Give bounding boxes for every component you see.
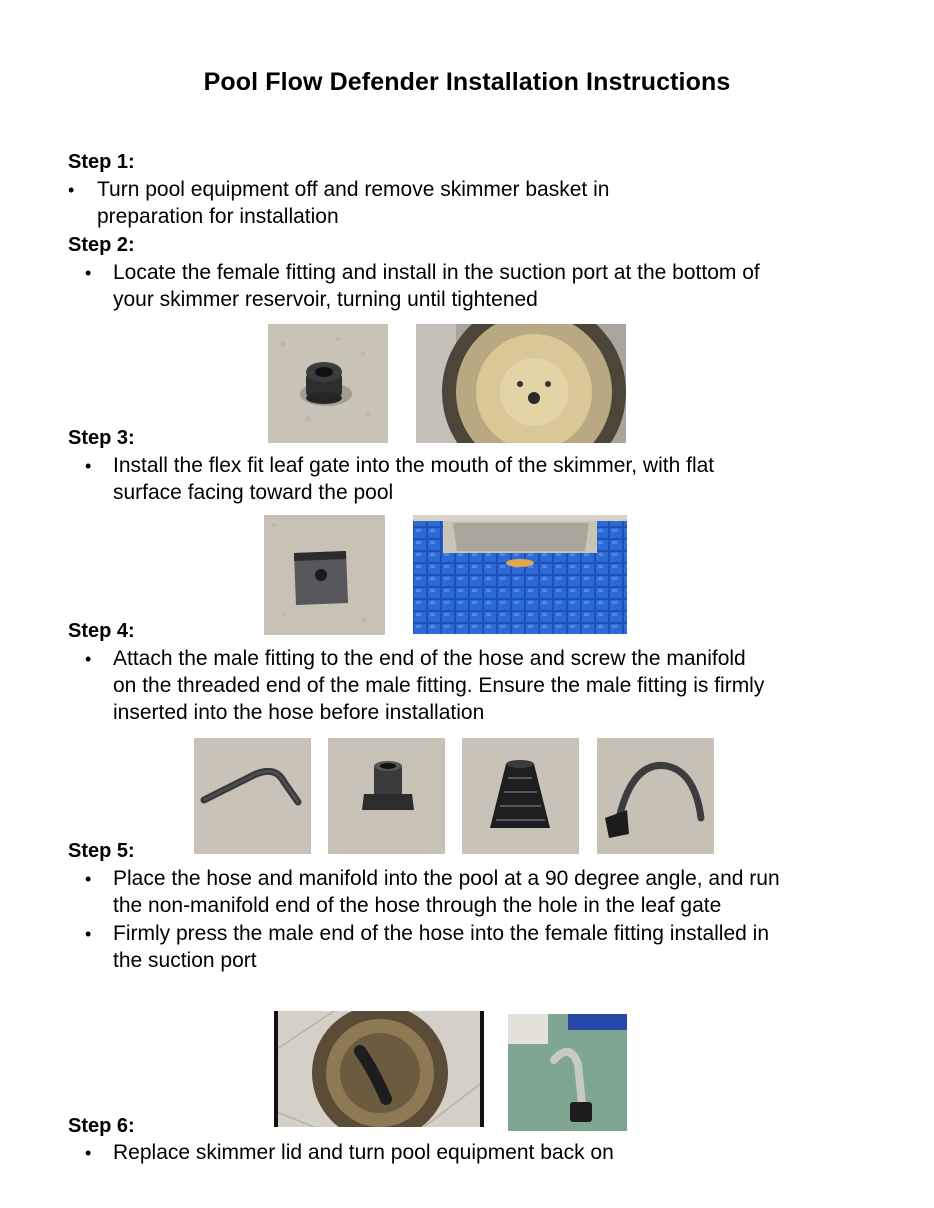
step-1-text-line-2: preparation for installation: [97, 205, 339, 228]
step-4-text-line-2: on the threaded end of the male fitting. Ensure the male fitting is firmly: [113, 674, 765, 697]
bullet-marker: •: [68, 180, 75, 200]
step-6-heading: Step 6:: [68, 1115, 135, 1137]
pool-hose-in-water-photo: [508, 1014, 627, 1131]
step-4-heading: Step 4:: [68, 620, 135, 642]
step-1-text-line-1: Turn pool equipment off and remove skimmer basket in: [97, 178, 610, 201]
step-4-text-line-1: Attach the male fitting to the end of the hose and screw the manifold: [113, 647, 746, 670]
step-2-heading: Step 2:: [68, 234, 135, 256]
step-3-heading: Step 3:: [68, 427, 135, 449]
bullet-marker: •: [85, 263, 92, 283]
step-3-text-line-2: surface facing toward the pool: [113, 481, 394, 504]
step-5-bullet-1-line-1: Place the hose and manifold into the pool at a 90 degree angle, and run: [113, 867, 780, 890]
page-title: Pool Flow Defender Installation Instructions: [203, 68, 731, 96]
step-6-text-line-1: Replace skimmer lid and turn pool equipment back on: [113, 1141, 614, 1164]
bullet-marker: •: [85, 924, 92, 944]
leaf-gate-photo: [264, 515, 385, 635]
assembled-hose-photo: [597, 738, 714, 854]
skimmer-hose-installed-photo: [274, 1011, 484, 1127]
step-2-text-line-2: your skimmer reservoir, turning until tightened: [113, 288, 538, 311]
bullet-marker: •: [85, 649, 92, 669]
step-5-bullet-2-line-1: Firmly press the male end of the hose into the female fitting installed in: [113, 922, 770, 945]
step-4-text-line-3: inserted into the hose before installation: [113, 701, 485, 724]
female-fitting-photo: [268, 324, 388, 443]
step-1-heading: Step 1:: [68, 151, 135, 173]
step-5-bullet-1-line-2: the non-manifold end of the hose through the hole in the leaf gate: [113, 894, 722, 917]
step-2-text-line-1: Locate the female fitting and install in the suction port at the bottom of: [113, 261, 760, 284]
pool-skimmer-mouth-photo: [413, 515, 627, 634]
male-fitting-photo: [328, 738, 445, 854]
skimmer-suction-port-photo: [416, 324, 626, 443]
step-5-bullet-2-line-2: the suction port: [113, 949, 257, 972]
bullet-marker: •: [85, 869, 92, 889]
manifold-photo: [462, 738, 579, 854]
bullet-marker: •: [85, 1143, 92, 1163]
step-3-text-line-1: Install the flex fit leaf gate into the mouth of the skimmer, with flat: [113, 454, 715, 477]
hose-photo: [194, 738, 311, 854]
step-5-heading: Step 5:: [68, 840, 135, 862]
bullet-marker: •: [85, 456, 92, 476]
